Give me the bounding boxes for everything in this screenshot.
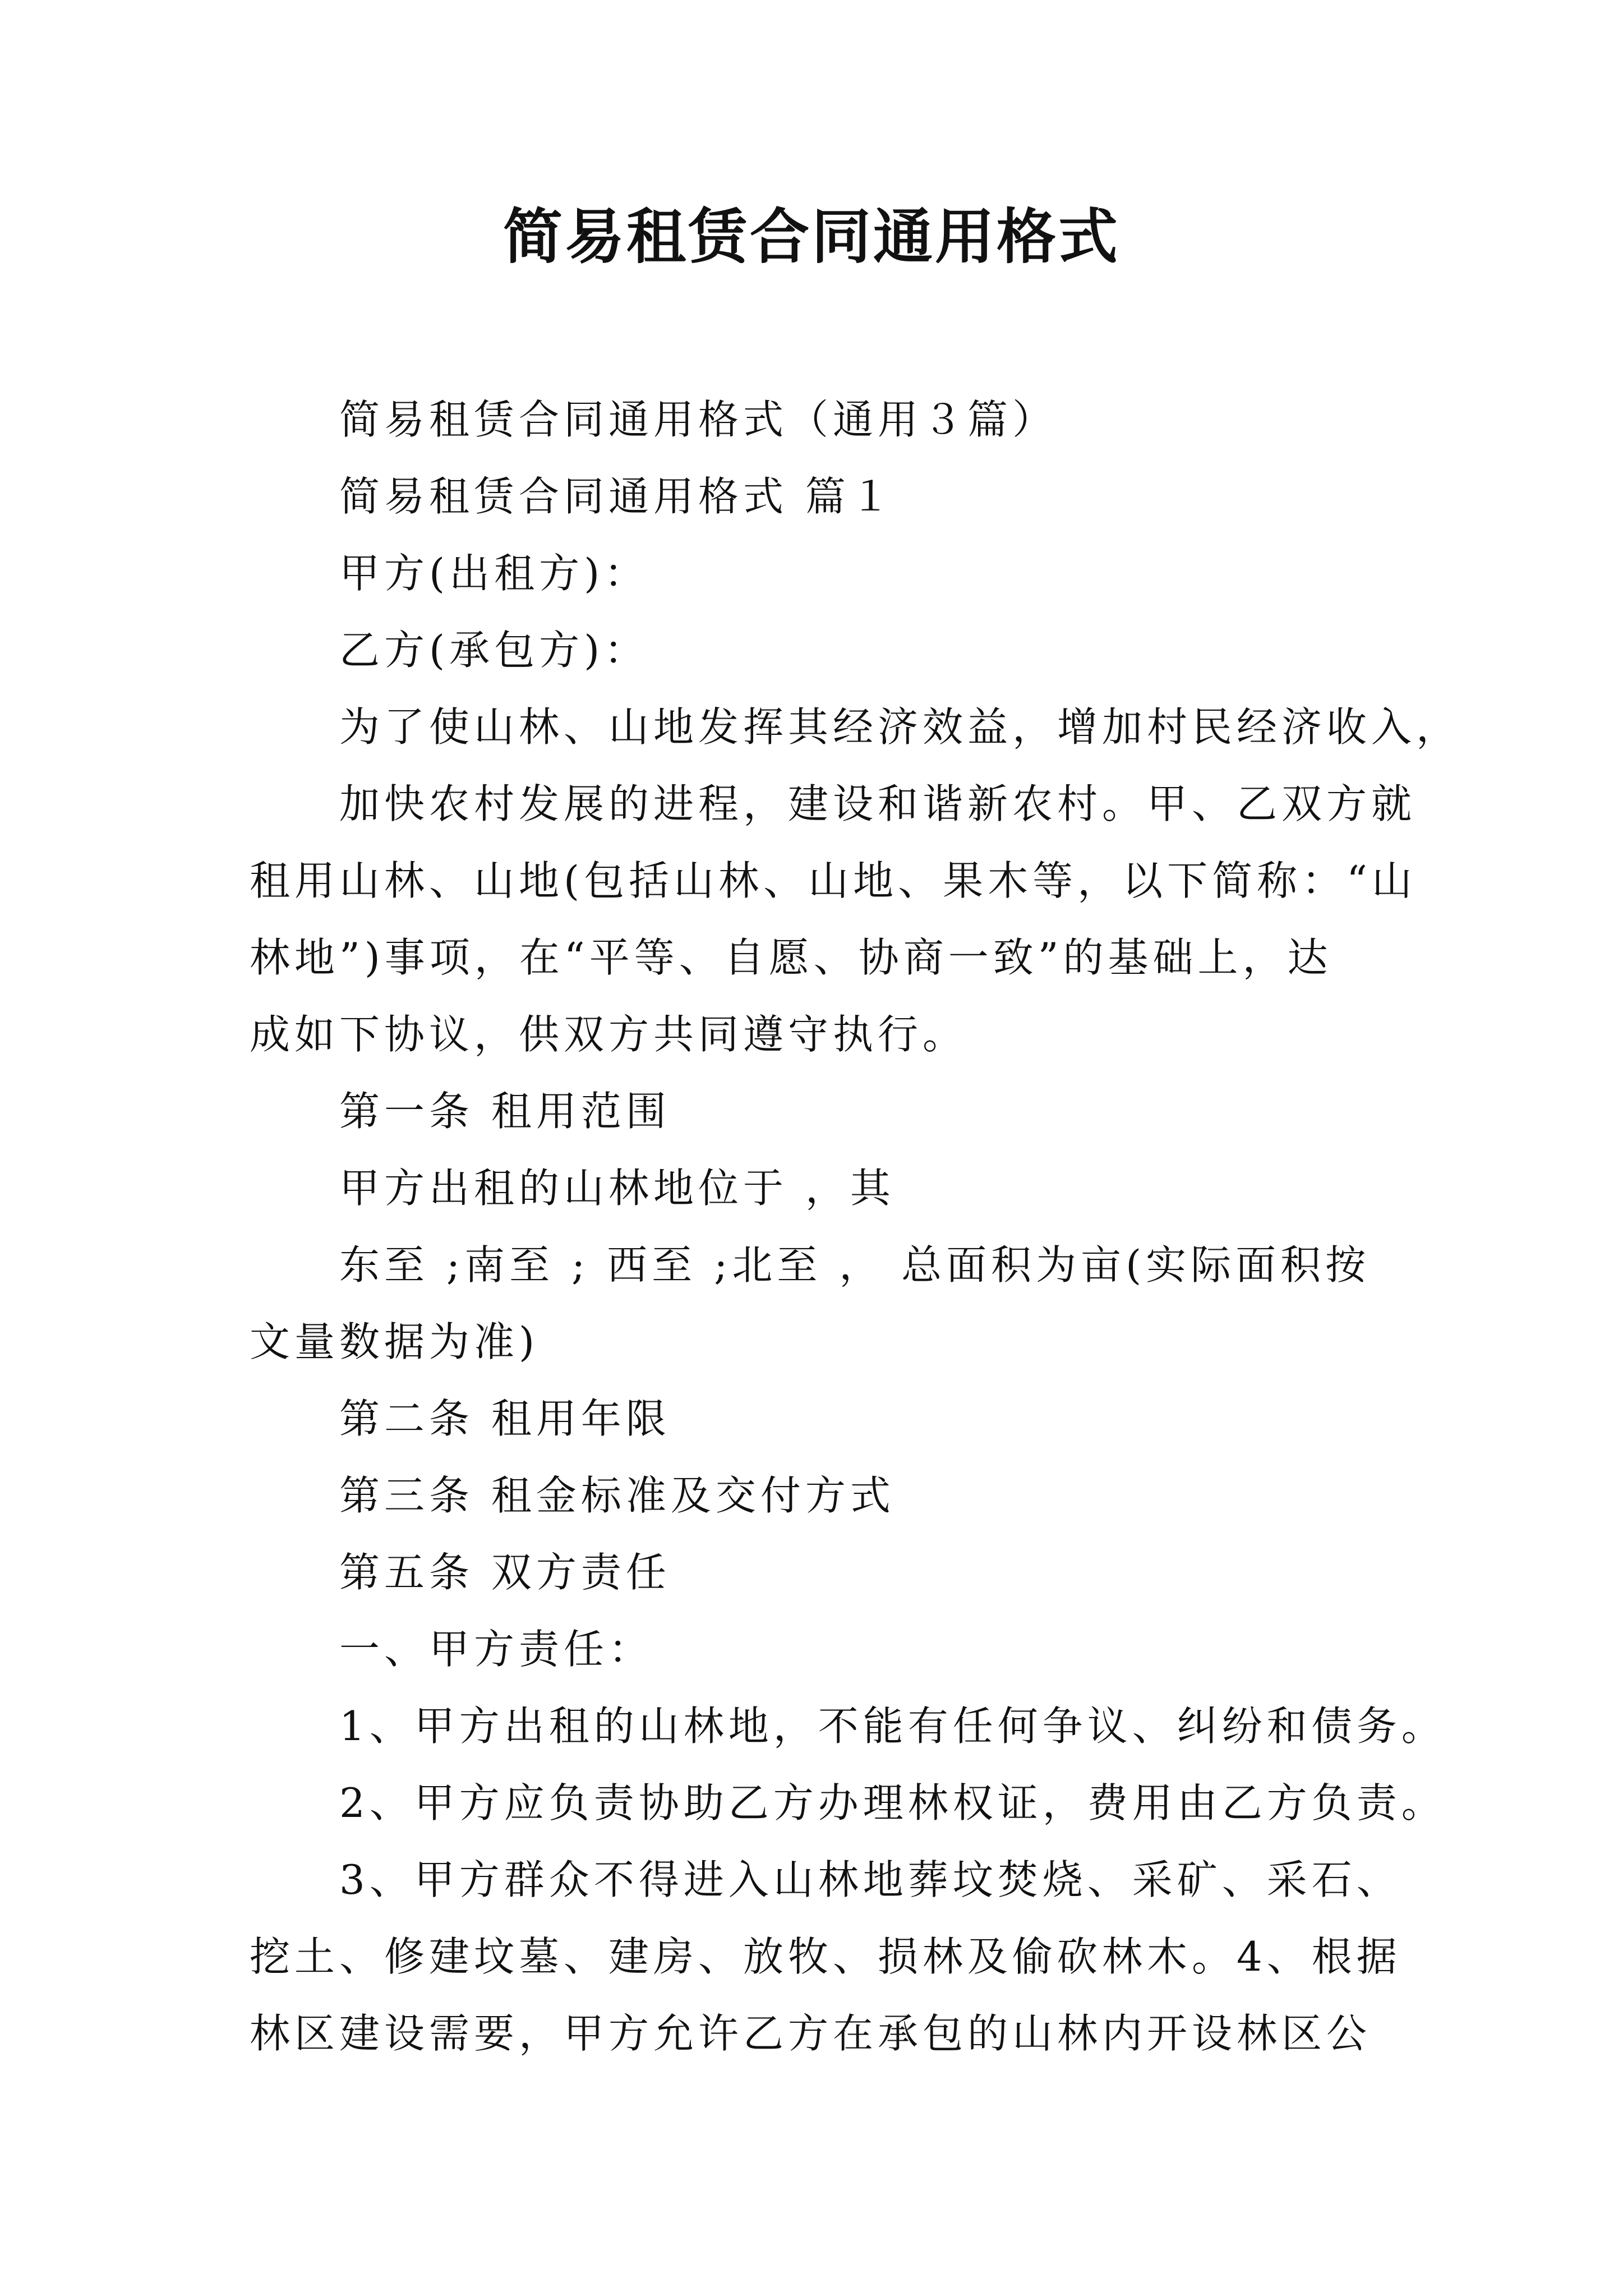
party-a-line: 甲方(出租方)： [339,550,649,597]
paragraph-line: 成如下协议，供双方共同遵守执行。 [250,1011,968,1058]
paragraph-line: 甲方出租的山林地位于 ，其 [339,1165,895,1212]
paragraph-line: 为了使山林、山地发挥其经济效益，增加村民经济收入， [339,703,1461,751]
section-heading: 简易租赁合同通用格式 篇１ [339,473,895,520]
party-b-line: 乙方(承包方)： [339,627,649,674]
list-item: 3、甲方群众不得进入山林地葬坟焚烧、采矿、采石、 [339,1856,1401,1903]
paragraph-line: 文量数据为准) [250,1318,540,1365]
paragraph-line: 租用山林、山地(包括山林、山地、果木等，以下简称：“山 [250,857,1417,904]
list-item: 2、甲方应负责协助乙方办理林权证，费用由乙方负责。 [339,1779,1446,1826]
paragraph-line: 加快农村发展的进程，建设和谐新农村。甲、乙双方就 [339,780,1417,827]
document-body [250,381,1461,2072]
paragraph-line: 林区建设需要，甲方允许乙方在承包的山林内开设林区公 [250,2010,1372,2057]
paragraph-line: 林地”)事项，在“平等、自愿、协商一致”的基础上，达 [250,934,1332,981]
subsection-heading: 一、甲方责任： [339,1626,654,1673]
subtitle-line: 简易租赁合同通用格式（通用３篇） [339,396,1058,443]
paragraph-line: 东至 ;南至 ; 西至 ;北至 ， 总面积为亩(实际面积按 [339,1241,1371,1289]
document-title: 简易租赁合同通用格式 [503,201,1120,272]
article-heading: 第五条 双方责任 [339,1549,671,1596]
article-heading: 第一条 租用范围 [339,1088,671,1135]
article-heading: 第二条 租用年限 [339,1395,671,1442]
list-item: 1、甲方出租的山林地，不能有任何争议、纠纷和债务。 [339,1703,1446,1750]
paragraph-line: 挖土、修建坟墓、建房、放牧、损林及偷砍林木。4、根据 [250,1933,1401,1980]
article-heading: 第三条 租金标准及交付方式 [339,1472,895,1519]
